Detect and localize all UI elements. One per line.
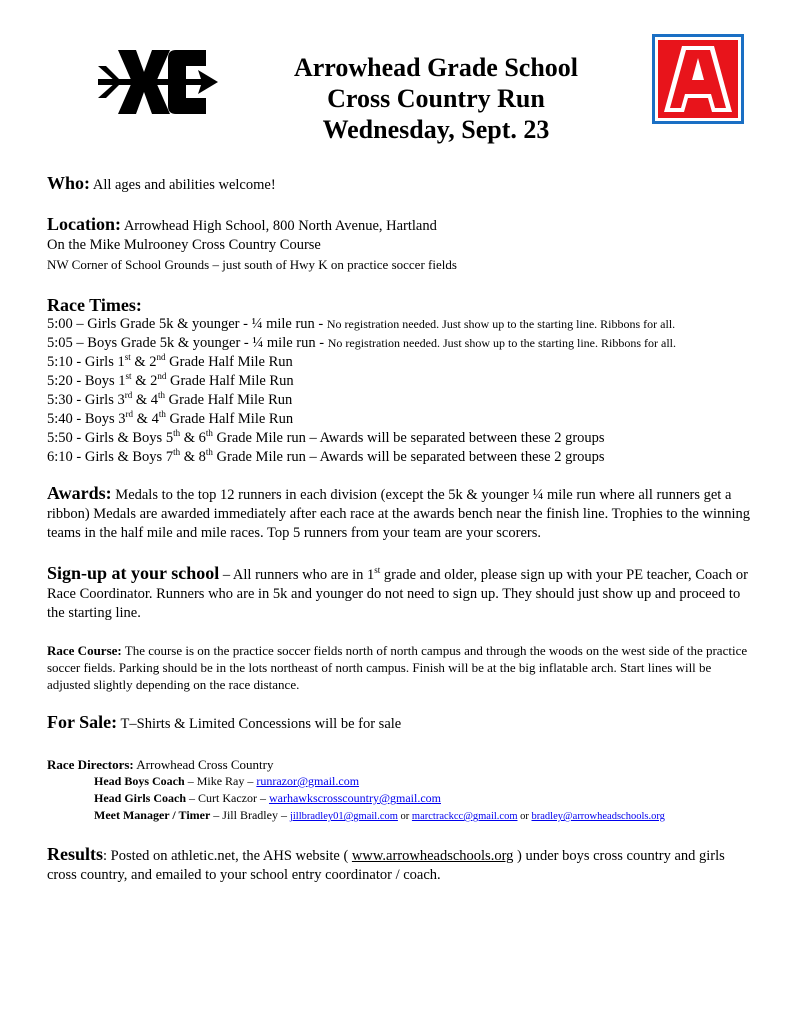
awards-section	[47, 484, 751, 543]
ordinal-suffix: th	[158, 390, 166, 401]
signup-text: – All runners who are in 1	[219, 567, 375, 583]
ordinal-suffix: st	[374, 565, 381, 576]
results-label: Results	[47, 844, 104, 864]
race-time-text: Grade Half Mile Run	[166, 373, 294, 389]
course-label: Race Course:	[47, 643, 122, 658]
title-line-1: Arrowhead Grade School	[293, 53, 579, 82]
signup-label: Sign-up at your school	[47, 563, 220, 583]
ordinal-suffix: st	[124, 352, 131, 363]
directors-label: Race Directors:	[47, 757, 134, 772]
race-time-text: & 2	[130, 354, 157, 370]
course-section	[47, 642, 751, 693]
header	[0, 34, 791, 144]
ordinal-suffix: th	[158, 409, 166, 420]
director-role: Meet Manager / Timer	[94, 808, 211, 822]
director-row-boys	[47, 773, 751, 790]
race-times-section	[47, 296, 751, 467]
ordinal-suffix: th	[205, 447, 213, 458]
boys-coach-email-link[interactable]: runrazor@gmail.com	[256, 774, 360, 788]
awards-text: Medals to the top 12 runners in each division (except the 5k & younger ¼ mile run where all runners get a ribbon) Medals are awarded immediately after each race at the awards bench near the finish line. Trophies to the winning teams in the half mile and mile races. Top 5 runners from your team are your scorers.	[47, 487, 751, 541]
race-time-text: 5:30 - Girls 3	[47, 392, 125, 408]
title-line-3: Wednesday, Sept. 23	[322, 115, 550, 144]
race-time-note: No registration needed. Just show up to the starting line. Ribbons for all.	[326, 317, 676, 331]
meet-manager-email-link[interactable]: marctrackcc@gmail.com	[411, 811, 518, 822]
race-time-text: Grade Mile run – Awards will be separated between these 2 groups	[212, 430, 605, 446]
race-time-text: Grade Half Mile Run	[165, 411, 294, 427]
director-name: – Mike Ray –	[184, 774, 257, 788]
location-line1: Arrowhead High School, 800 North Avenue, Hartland	[123, 218, 437, 234]
race-time-row	[47, 391, 751, 410]
or-text: or	[517, 811, 532, 822]
race-time-text: Grade Mile run – Awards will be separated between these 2 groups	[212, 449, 605, 465]
course-text: The course is on the practice soccer fields north of north campus and through the woods on the west side of the practice soccer fields. Parking should be in the lots northeast of north campus. Finish will be at the big inflatable arch. Start lines will be adjusted slightly depending on the race distance.	[47, 643, 748, 692]
website-link[interactable]: www.arrowheadschools.org	[351, 848, 514, 864]
forsale-text: T–Shirts & Limited Concessions will be for sale	[117, 716, 402, 732]
race-time-row	[47, 353, 751, 372]
race-time-text: Grade Half Mile Run	[165, 354, 293, 370]
ordinal-suffix: rd	[124, 390, 133, 401]
location-line2: On the Mike Mulrooney Cross Country Course	[47, 237, 321, 253]
race-time-text: Grade Half Mile Run	[165, 392, 293, 408]
race-time-text: 5:10 - Girls 1	[47, 354, 125, 370]
race-times-label: Race Times:	[47, 295, 142, 315]
race-time-text: 6:10 - Girls & Boys 7	[47, 449, 174, 465]
signup-section	[47, 564, 751, 623]
ordinal-suffix: nd	[157, 371, 167, 382]
race-time-row	[47, 448, 751, 467]
ordinal-suffix: rd	[125, 409, 134, 420]
results-text: : Posted on athletic.net, the AHS website (	[103, 848, 352, 864]
race-time-text: & 8	[180, 449, 206, 465]
race-time-row	[47, 372, 751, 391]
ordinal-suffix: st	[125, 371, 132, 382]
results-text: ) under boys cross country and girls cross country, and emailed to your school entry coordinator / coach.	[47, 848, 725, 883]
girls-coach-email-link[interactable]: warhawkscrosscountry@gmail.com	[268, 791, 441, 805]
directors-section	[47, 756, 751, 825]
signup-text: grade and older, please sign up with your PE teacher, Coach or Race Coordinator. Runners who are in 5k and younger do not need to sign up. They should just show up and proceed to the starting line.	[47, 567, 748, 621]
race-time-text: & 4	[133, 411, 159, 427]
flyer-title	[240, 52, 632, 145]
xc-arrow-logo	[98, 42, 218, 122]
results-section	[47, 845, 751, 885]
director-row-meet-manager	[47, 807, 751, 825]
race-time-row	[47, 410, 751, 429]
ordinal-suffix: th	[173, 447, 181, 458]
race-time-row	[47, 315, 751, 334]
location-section	[47, 215, 751, 274]
or-text: or	[397, 811, 412, 822]
race-time-text: & 4	[132, 392, 159, 408]
awards-label: Awards:	[47, 483, 112, 503]
director-row-girls	[47, 790, 751, 807]
directors-text: Arrowhead Cross Country	[133, 757, 274, 772]
director-role: Head Boys Coach	[94, 774, 185, 788]
ordinal-suffix: th	[205, 428, 213, 439]
location-label: Location:	[47, 214, 121, 234]
meet-manager-email-link[interactable]: jillbradley01@gmail.com	[289, 811, 398, 822]
race-time-text: 5:00 – Girls Grade 5k & younger - ¼ mile run -	[47, 316, 327, 332]
arrowhead-a-logo	[652, 34, 744, 124]
location-line3: NW Corner of School Grounds – just south of Hwy K on practice soccer fields	[47, 257, 457, 272]
race-time-text: & 6	[180, 430, 206, 446]
race-time-text: 5:20 - Boys 1	[47, 373, 126, 389]
race-time-text: 5:50 - Girls & Boys 5	[47, 430, 174, 446]
race-time-row	[47, 334, 751, 353]
director-name: – Curt Kaczor –	[186, 791, 269, 805]
title-line-2: Cross Country Run	[327, 84, 545, 113]
who-section	[47, 174, 751, 195]
race-time-note: No registration needed. Just show up to the starting line. Ribbons for all.	[327, 336, 676, 350]
race-time-text: 5:40 - Boys 3	[47, 411, 126, 427]
race-time-row	[47, 429, 751, 448]
forsale-label: For Sale:	[47, 712, 118, 732]
who-text: All ages and abilities welcome!	[92, 177, 276, 193]
director-name: – Jill Bradley –	[210, 808, 290, 822]
who-label: Who:	[47, 173, 91, 193]
director-role: Head Girls Coach	[94, 791, 186, 805]
meet-manager-email-link[interactable]: bradley@arrowheadschools.org	[531, 811, 665, 822]
ordinal-suffix: nd	[156, 352, 166, 363]
flyer-body	[47, 174, 751, 885]
forsale-section	[47, 713, 751, 734]
race-time-text: 5:05 – Boys Grade 5k & younger - ¼ mile run -	[47, 335, 328, 351]
ordinal-suffix: th	[173, 428, 181, 439]
race-time-text: & 2	[131, 373, 158, 389]
